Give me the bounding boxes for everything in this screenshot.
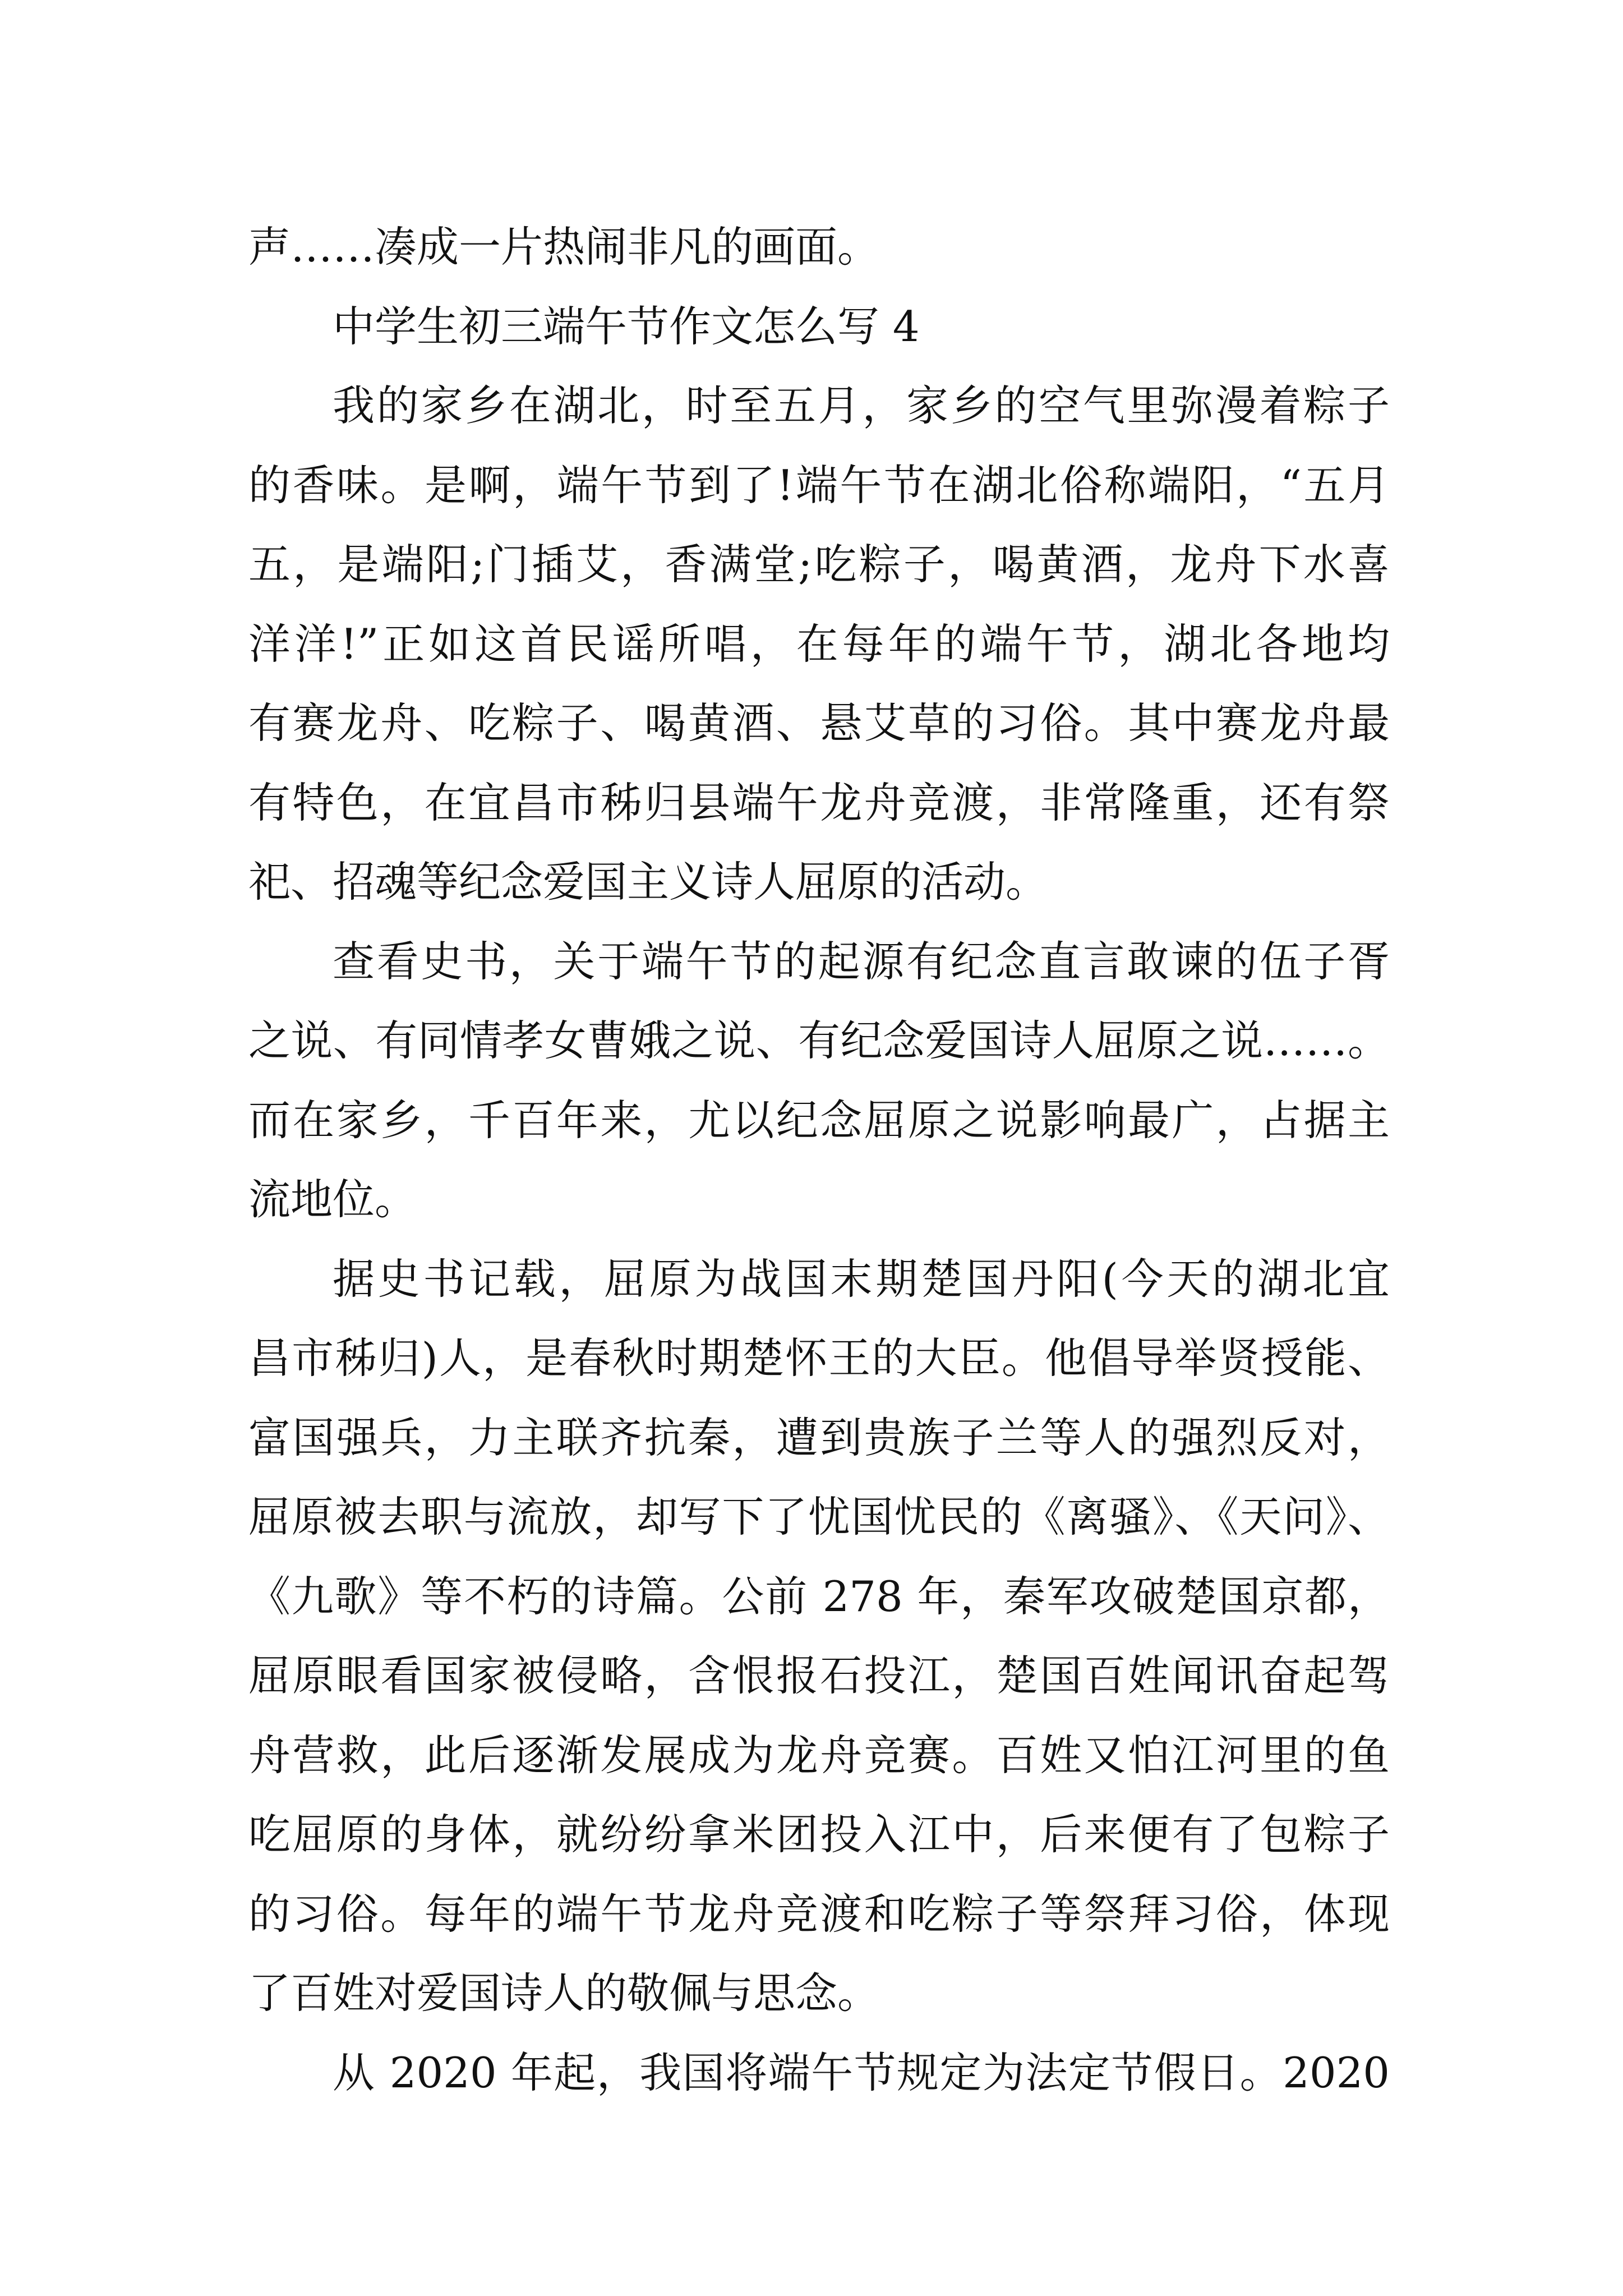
paragraph-line: 屈原眼看国家被侵略，含恨报石投江，楚国百姓闻讯奋起驾 — [248, 1651, 1390, 1700]
paragraph-line: 舟营救，此后逐渐发展成为龙舟竞赛。百姓又怕江河里的鱼 — [248, 1730, 1390, 1780]
paragraph-line: 《九歌》等不朽的诗篇。公前 278 年，秦军攻破楚国京都， — [248, 1571, 1390, 1621]
paragraph-line: 的香味。是啊，端午节到了!端午节在湖北俗称端阳，“五月 — [248, 460, 1390, 510]
paragraph-line: 而在家乡，千百年来，尤以纪念屈原之说影响最广，占据主 — [248, 1095, 1390, 1145]
paragraph-line: 有赛龙舟、吃粽子、喝黄酒、悬艾草的习俗。其中赛龙舟最 — [248, 698, 1390, 748]
paragraph-line: 了百姓对爱国诗人的敬佩与思念。 — [248, 1968, 880, 2018]
paragraph-line: 查看史书，关于端午节的起源有纪念直言敢谏的伍子胥 — [333, 936, 1390, 986]
paragraph-line: 的习俗。每年的端午节龙舟竞渡和吃粽子等祭拜习俗，体现 — [248, 1889, 1390, 1939]
paragraph-line: 祀、招魂等纪念爱国主义诗人屈原的活动。 — [248, 857, 1048, 907]
paragraph-line: 吃屈原的身体，就纷纷拿米团投入江中，后来便有了包粽子 — [248, 1810, 1390, 1859]
paragraph-line: 据史书记载，屈原为战国末期楚国丹阳(今天的湖北宜 — [333, 1254, 1390, 1304]
paragraph-line: 有特色，在宜昌市秭归县端午龙舟竞渡，非常隆重，还有祭 — [248, 777, 1390, 827]
paragraph-line: 之说、有同情孝女曹娥之说、有纪念爱国诗人屈原之说……。 — [248, 1016, 1390, 1065]
paragraph-line: 屈原被去职与流放，却写下了忧国忧民的《离骚》、《天问》、 — [248, 1492, 1390, 1542]
paragraph-line: 洋洋!”正如这首民谣所唱，在每年的端午节，湖北各地均 — [248, 619, 1390, 669]
paragraph-line: 我的家乡在湖北，时至五月，家乡的空气里弥漫着粽子 — [333, 381, 1390, 430]
essay-body — [248, 208, 1390, 2113]
paragraph-line: 富国强兵，力主联齐抗秦，遭到贵族子兰等人的强烈反对， — [248, 1412, 1390, 1462]
essay-title: 中学生初三端午节作文怎么写 4 — [333, 301, 920, 351]
paragraph-line: 声……凑成一片热闹非凡的画面。 — [248, 222, 880, 272]
paragraph-line: 从 2020 年起，我国将端午节规定为法定节假日。2020 — [333, 2047, 1390, 2097]
paragraph-line: 流地位。 — [248, 1175, 417, 1224]
paragraph-line: 昌市秭归)人，是春秋时期楚怀王的大臣。他倡导举贤授能、 — [248, 1333, 1390, 1383]
paragraph-line: 五，是端阳;门插艾，香满堂;吃粽子，喝黄酒，龙舟下水喜 — [248, 540, 1390, 589]
